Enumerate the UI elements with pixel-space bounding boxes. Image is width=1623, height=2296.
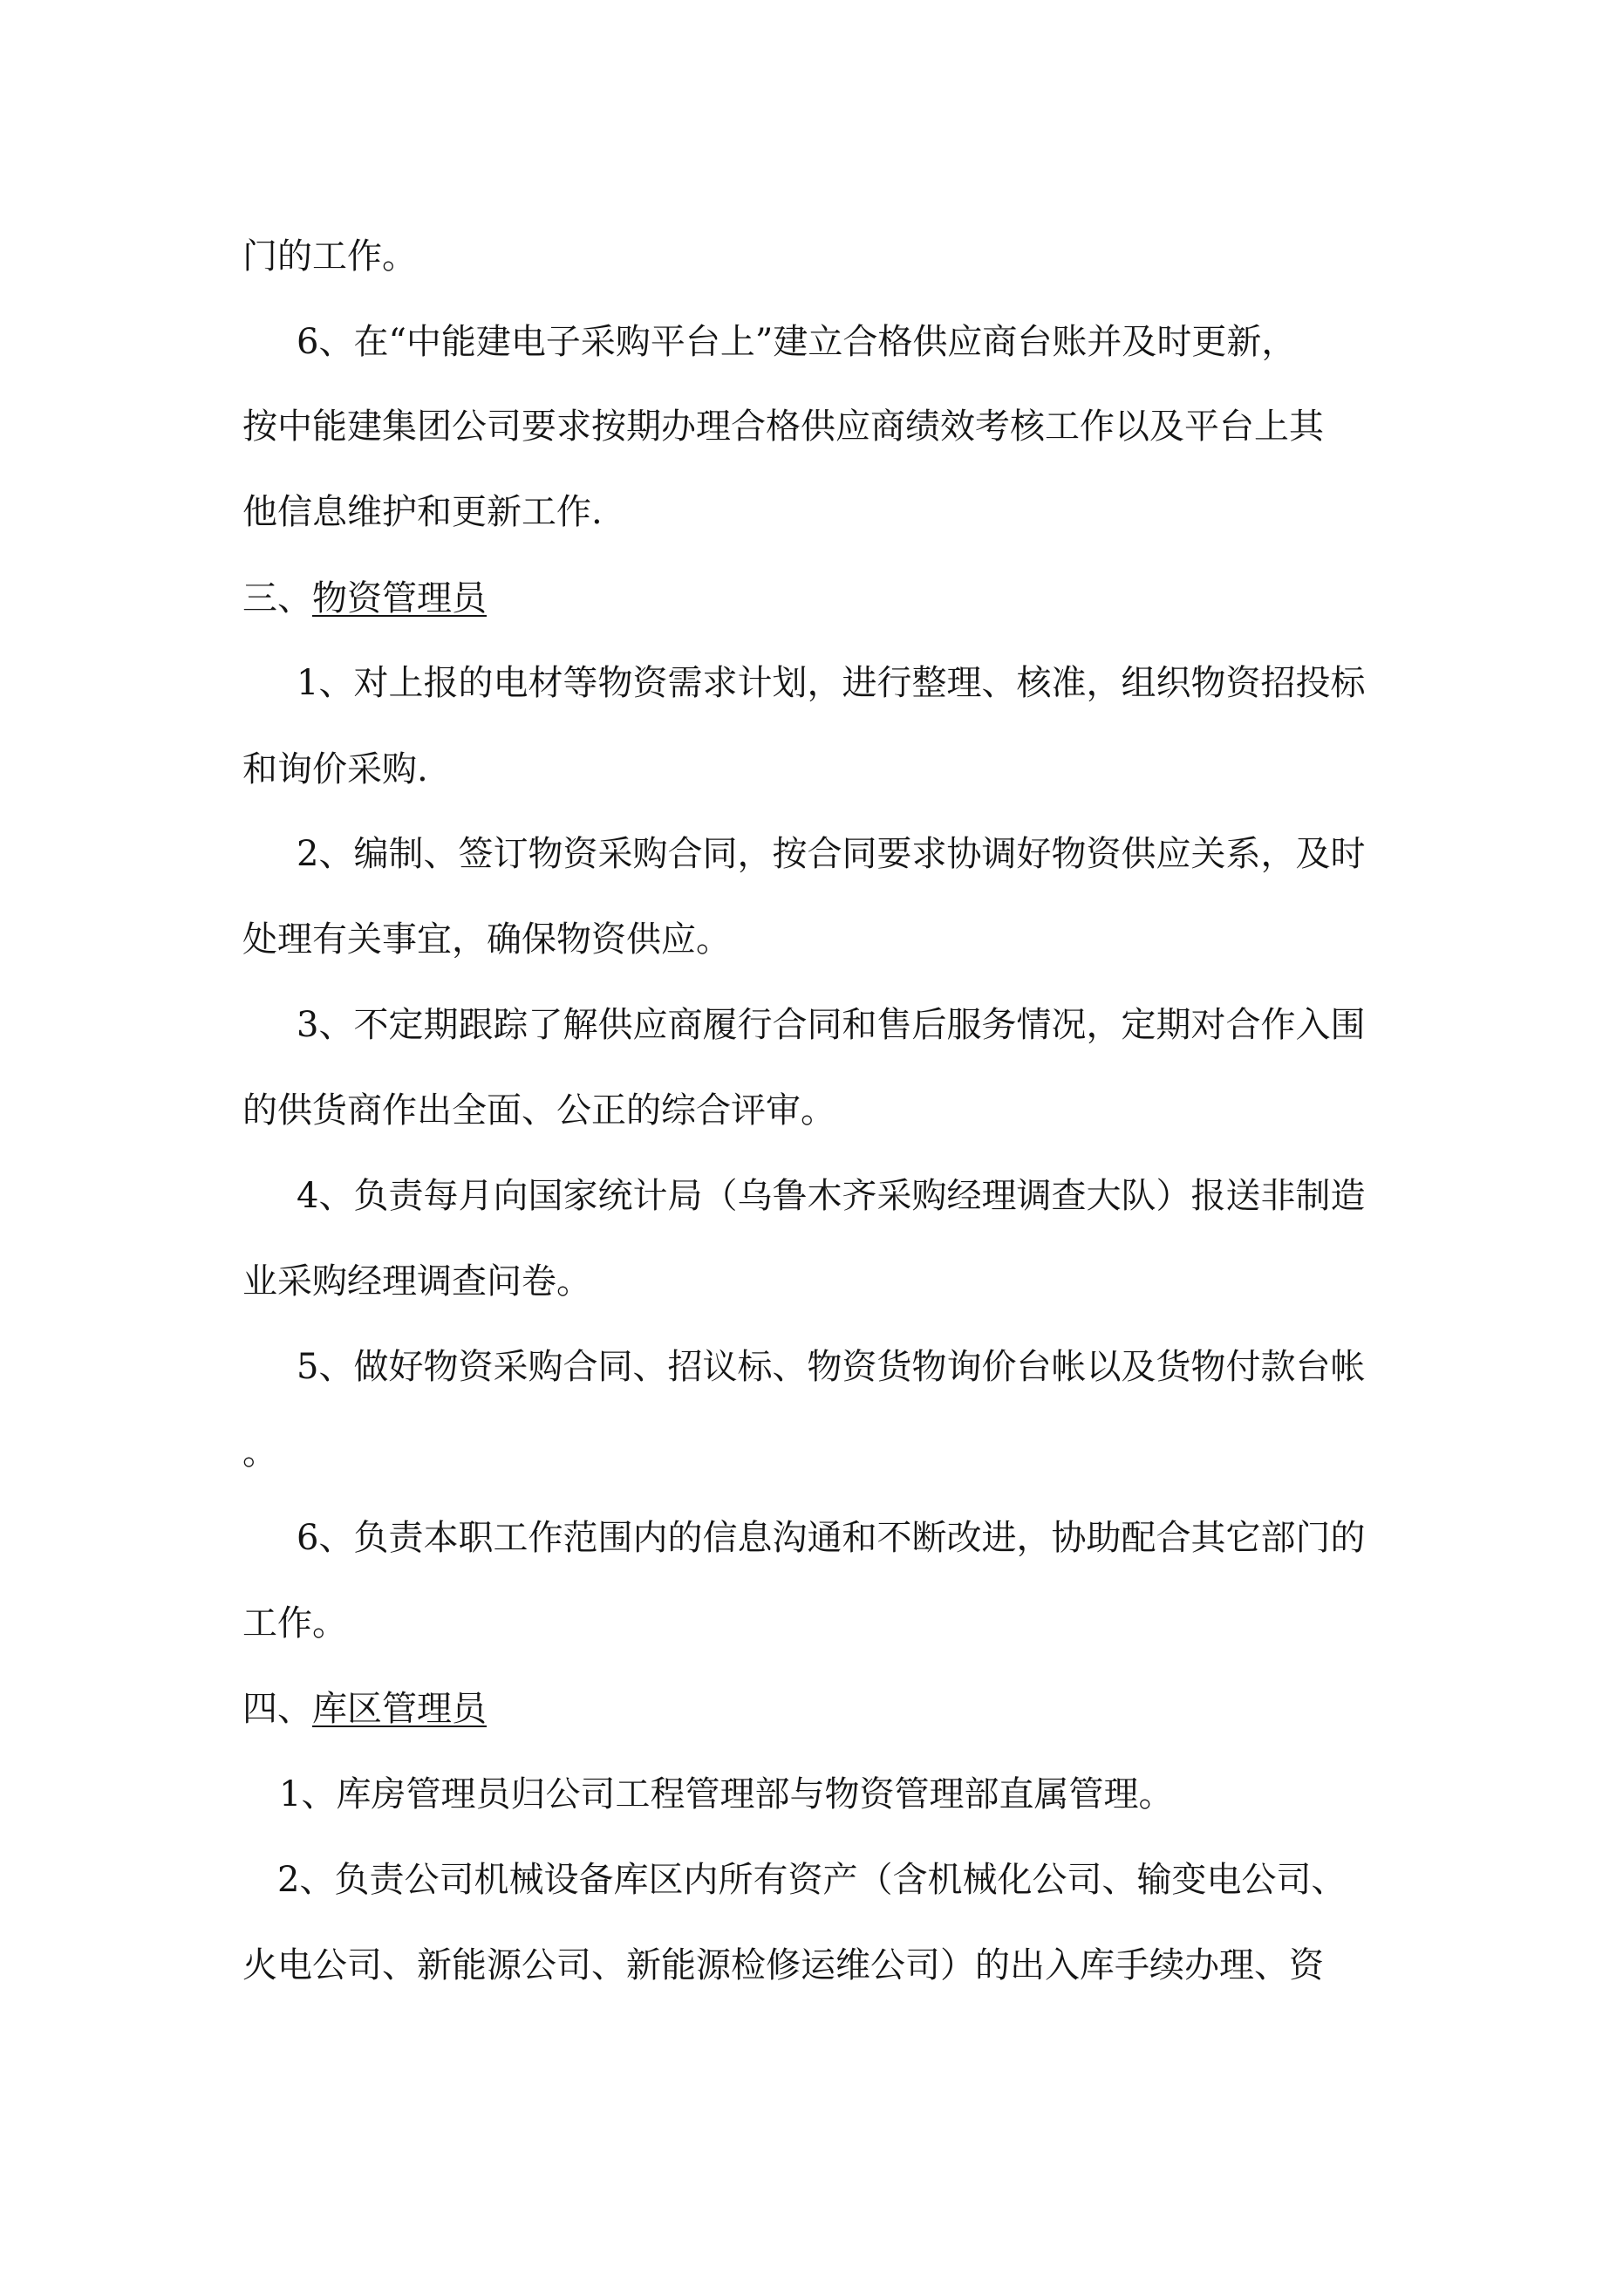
sec3-item5-line2: 。 (242, 1432, 277, 1473)
sec3-item6-line2: 工作。 (242, 1603, 347, 1643)
section-heading-4-number: 四、 (242, 1689, 312, 1729)
sec3-item3-line2: 的供货商作出全面、公正的综合评审。 (242, 1090, 835, 1131)
sec2-item6-line1: 6、在“中能建电子采购平台上”建立合格供应商台账并及时更新， (297, 322, 1297, 362)
continuation-line: 门的工作。 (242, 236, 417, 277)
sec4-item2-line2: 火电公司、新能源公司、新能源检修运维公司）的出入库手续办理、资 (242, 1945, 1324, 1985)
sec3-item5-line1: 5、做好物资采购合同、招议标、物资货物询价台帐以及货物付款台帐 (297, 1347, 1366, 1387)
sec2-item6-line3: 他信息维护和更新工作. (242, 492, 603, 532)
sec2-item6-line2: 按中能建集团公司要求按期办理合格供应商绩效考核工作以及平台上其 (242, 407, 1324, 447)
sec3-item1-line1: 1、对上报的电材等物资需求计划，进行整理、核准，组织物资招投标 (297, 663, 1366, 703)
section-heading-3-title: 物资管理员 (312, 578, 487, 618)
sec3-item2-line1: 2、编制、签订物资采购合同，按合同要求协调好物资供应关系，及时 (297, 834, 1366, 874)
section-heading-4-title: 库区管理员 (312, 1689, 487, 1729)
sec4-item1-line1: 1、库房管理员归公司工程管理部与物资管理部直属管理。 (279, 1774, 1174, 1814)
sec3-item4-line1: 4、负责每月向国家统计局（乌鲁木齐采购经理调查大队）报送非制造 (297, 1176, 1366, 1216)
sec3-item4-line2: 业采购经理调查问卷。 (242, 1261, 591, 1302)
section-heading-4 (242, 1686, 487, 1732)
section-heading-3-number: 三、 (242, 578, 312, 618)
sec3-item1-line2: 和询价采购. (242, 749, 428, 789)
sec3-item6-line1: 6、负责本职工作范围内的信息沟通和不断改进，协助配合其它部门的 (297, 1518, 1366, 1558)
sec4-item2-line1: 2、负责公司机械设备库区内所有资产（含机械化公司、输变电公司、 (277, 1860, 1347, 1900)
section-heading-3 (242, 576, 487, 621)
sec3-item3-line1: 3、不定期跟踪了解供应商履行合同和售后服务情况，定期对合作入围 (297, 1005, 1366, 1045)
sec3-item2-line2: 处理有关事宜，确保物资供应。 (242, 919, 731, 960)
